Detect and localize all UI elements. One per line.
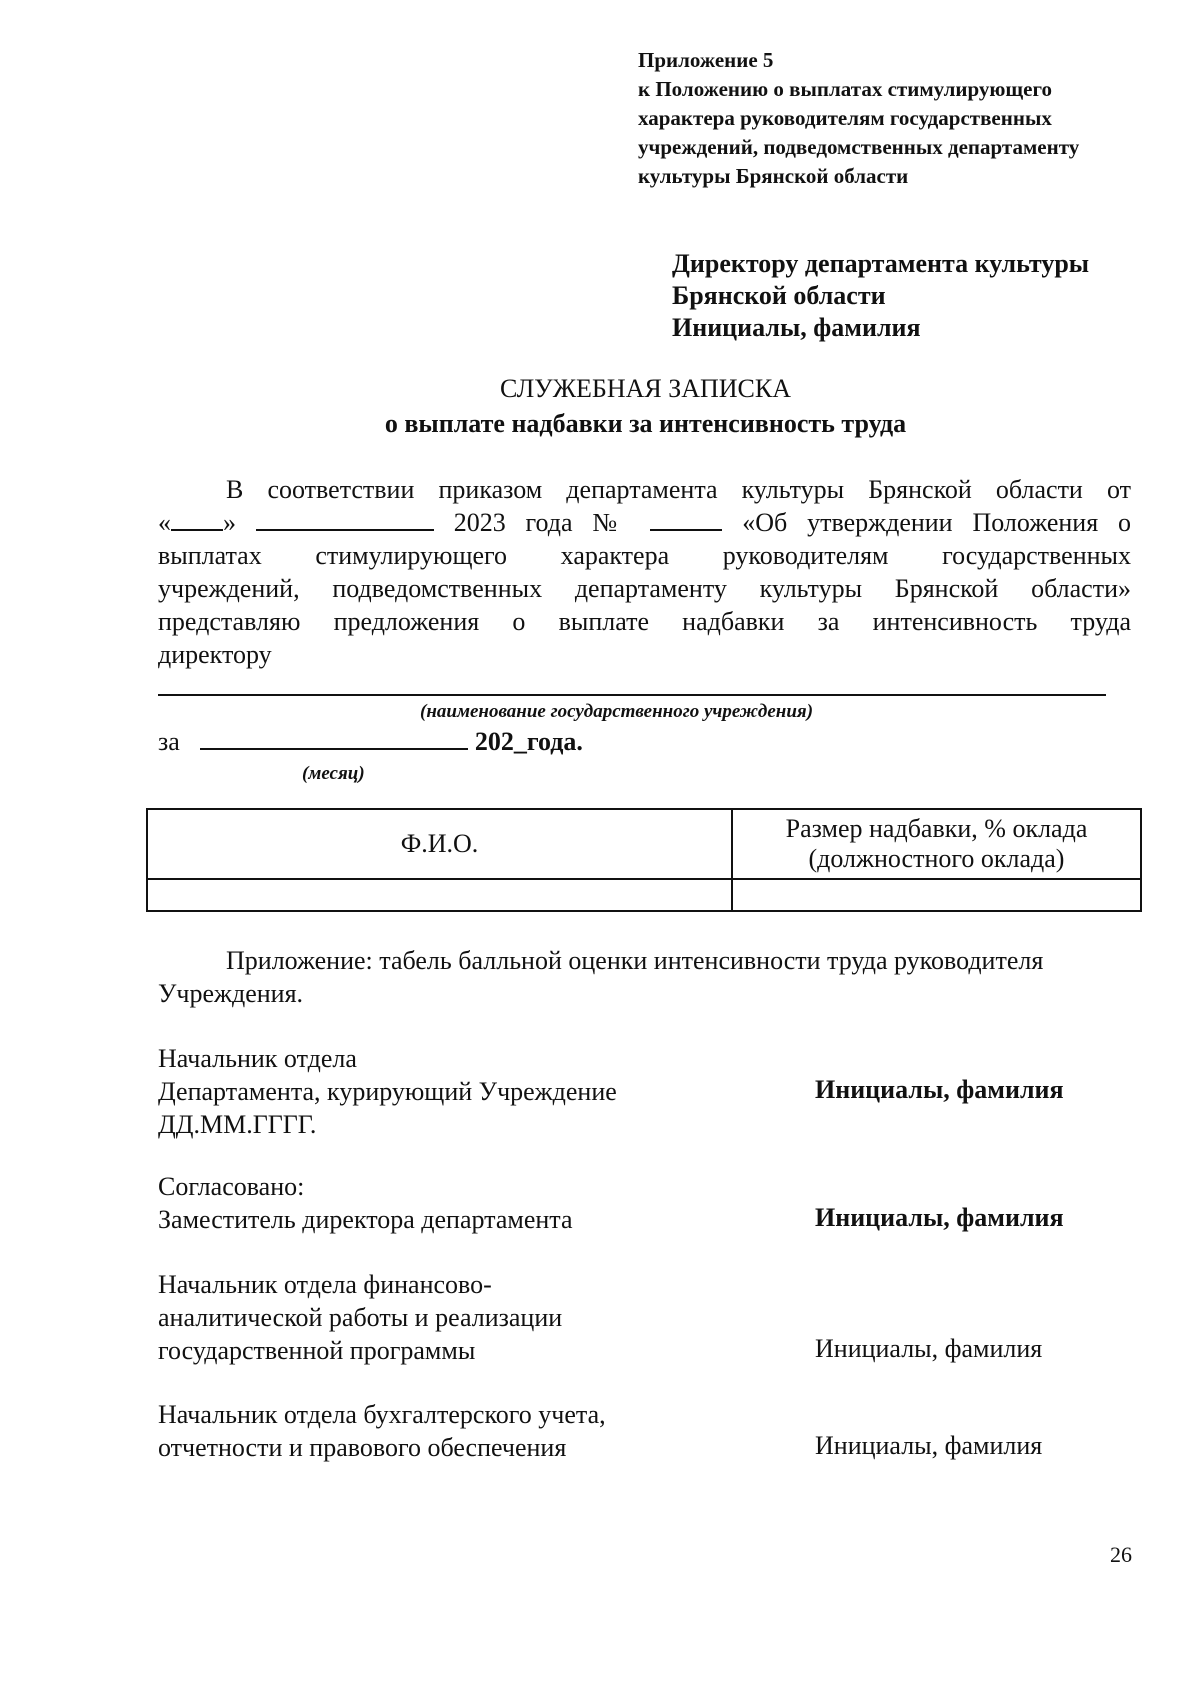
attachment-line: Учреждения. xyxy=(158,979,304,1008)
signature-position-line: аналитической работы и реализации xyxy=(158,1303,563,1332)
appendix-line: культуры Брянской области xyxy=(638,164,909,188)
header-fio: Ф.И.О. xyxy=(147,809,732,879)
order-title-start: «Об утверждении Положения о xyxy=(742,508,1131,537)
quote-open: « xyxy=(158,508,171,537)
period-year: 202_года. xyxy=(474,727,583,756)
header-bonus-size xyxy=(732,809,1141,879)
addressee-line: Директору департамента культуры xyxy=(672,249,1090,278)
signature-position-line: Департамента, курирующий Учреждение xyxy=(158,1077,617,1106)
paragraph-line: выплатах стимулирующего характера руководителям государственных xyxy=(158,541,1131,570)
paragraph-line: В соответствии приказом департамента культуры Брянской области от xyxy=(226,475,1131,504)
signature-name-4: Инициалы, фамилия xyxy=(815,1431,1043,1460)
main-paragraph xyxy=(158,473,1131,671)
month-caption: (месяц) xyxy=(302,763,365,784)
signature-block-3 xyxy=(158,1268,562,1367)
signature-block-1 xyxy=(158,1042,617,1141)
paragraph-line: директору xyxy=(158,640,272,669)
appendix-line: к Положению о выплатах стимулирующего xyxy=(638,77,1052,101)
signature-position-line: отчетности и правового обеспечения xyxy=(158,1433,567,1462)
month-name-blank[interactable] xyxy=(200,726,468,750)
document-subtitle: о выплате надбавки за интенсивность труда xyxy=(384,409,907,438)
signature-position-line: ДД.ММ.ГГГГ. xyxy=(158,1110,317,1139)
institution-caption: (наименование государственного учреждения) xyxy=(420,701,814,722)
signature-name-3: Инициалы, фамилия xyxy=(815,1334,1043,1363)
addressee-line: Брянской области xyxy=(672,281,886,310)
appendix-line: Приложение 5 xyxy=(638,48,774,72)
year-text: 2023 года № xyxy=(453,508,631,537)
paragraph-line: представляю предложения о выплате надбавки за интенсивность труда xyxy=(158,607,1131,636)
cell-bonus-size[interactable] xyxy=(732,879,1141,911)
signature-name-2: Инициалы, фамилия xyxy=(815,1203,1064,1232)
header-bonus-line: (должностного оклада) xyxy=(808,844,1065,873)
attachment-line: Приложение: табель балльной оценки интенсивности труда руководителя xyxy=(226,946,1044,975)
table-row xyxy=(147,879,1141,911)
header-bonus-line: Размер надбавки, % оклада xyxy=(785,814,1088,843)
appendix-line: учреждений, подведомственных департаменту xyxy=(638,135,1080,159)
addressee-block xyxy=(672,248,1089,344)
signature-position-line: Начальник отдела бухгалтерского учета, xyxy=(158,1400,606,1429)
institution-name-line[interactable] xyxy=(158,694,1106,696)
cell-fio[interactable] xyxy=(147,879,732,911)
table-header-row xyxy=(147,809,1141,879)
signature-position-line: Начальник отдела финансово- xyxy=(158,1270,492,1299)
signature-position-line: Начальник отдела xyxy=(158,1044,357,1073)
signature-position-line: Согласовано: xyxy=(158,1172,305,1201)
attachment-paragraph xyxy=(158,944,1131,1010)
period-prefix: за xyxy=(158,727,180,756)
quote-close: » xyxy=(223,508,236,537)
day-blank[interactable] xyxy=(171,507,223,531)
bonus-table xyxy=(146,808,1142,912)
appendix-header xyxy=(638,46,1118,191)
paragraph-line: учреждений, подведомственных департаменту культуры Брянской области» xyxy=(158,574,1131,603)
month-blank[interactable] xyxy=(256,507,434,531)
signature-name-1: Инициалы, фамилия xyxy=(815,1075,1064,1104)
paragraph-line-with-blanks xyxy=(158,506,1131,539)
period-line xyxy=(158,726,583,757)
page-number: 26 xyxy=(1110,1542,1132,1567)
order-number-blank[interactable] xyxy=(650,507,722,531)
signature-block-2 xyxy=(158,1170,573,1236)
signature-position-line: государственной программы xyxy=(158,1336,476,1365)
signature-position-line: Заместитель директора департамента xyxy=(158,1205,573,1234)
appendix-line: характера руководителям государственных xyxy=(638,106,1052,130)
document-title: СЛУЖЕБНАЯ ЗАПИСКА xyxy=(499,374,792,403)
signature-block-4 xyxy=(158,1398,606,1464)
addressee-line: Инициалы, фамилия xyxy=(672,313,921,342)
